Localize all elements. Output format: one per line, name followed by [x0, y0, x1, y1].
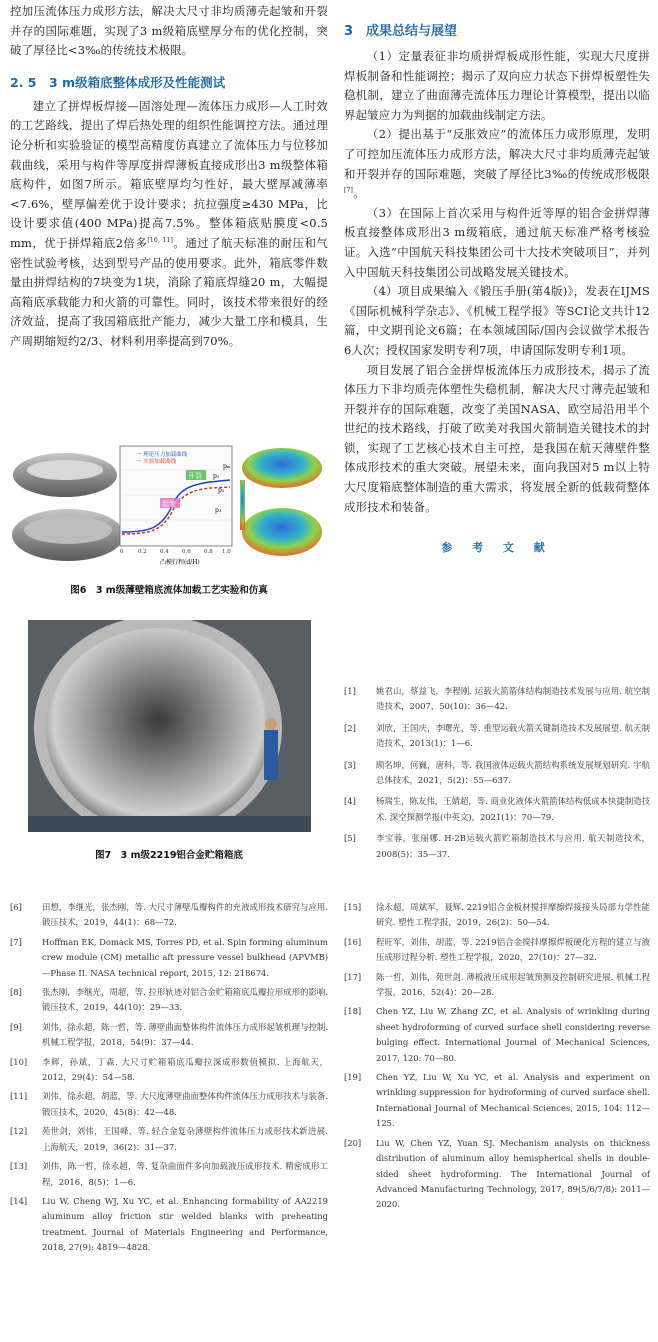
- reference-text: Chen YZ, Liu W, Zhang ZC, et al. Analysis of wrinkling during sheet hydroforming of curved surface shell considering reverse bulging effect. International Journal of Mechanical Sciences, 2017, 120: 70—80.: [376, 1006, 650, 1063]
- paragraph-3-4: （4）项目成果编入《锻压手册(第4版)》，发表在IJMS《国际机械科学杂志》、《机械工程学报》等SCI论文共计12篇，中文期刊论文6篇；在本领域国际/国内会议做学术报告6人次；授权国家发明专利7项，申请国际发明专利1项。: [344, 284, 650, 357]
- label-p2: p₂: [218, 487, 225, 494]
- reference-item: [344, 794, 650, 825]
- reference-text: 刘欣，王国庆，李曙光，等. 重型运载火箭关键制造技术发展展望. 航天制造技术，2013(1)：1—6.: [376, 722, 650, 749]
- reference-text: 李宝蓉，张丽娜. H-2B运载火箭贮箱制造技术与应用. 航天制造技术，2008(5)：35—37.: [376, 833, 650, 859]
- reference-item: [10, 1194, 328, 1256]
- reference-text: Liu W, Chen YZ, Yuan SJ. Mechanism analysis on thickness distribution of aluminum alloy hemispherical shells in double-sided sheet hydroforming. The International Journal of Advanced Manufacturing Technology, 2017, 89(5/6/7/8): 2011—2020.: [376, 1137, 650, 1210]
- reference-number: [3]: [344, 759, 356, 770]
- reference-item: [10, 1055, 328, 1086]
- reference-item: [344, 900, 650, 931]
- label-pm: pₘ: [223, 463, 231, 470]
- sim-colorbar: [240, 480, 245, 530]
- figure-6-caption: 图6 3 m级薄壁箱底流体加载工艺实验和仿真: [70, 585, 268, 596]
- figure-7: [28, 620, 311, 832]
- figure-7-image: [28, 620, 311, 832]
- reference-text: 程旺军，刘伟，胡蓝，等. 2219铝合金搅拌摩擦焊板硬化方程的建立与液压成形过程分析. 塑性工程学报，2020，27(10)：27—32.: [376, 936, 650, 963]
- legend-theory: 一 理论压力加载曲线: [136, 452, 188, 458]
- x-tick-3: 0.6: [182, 549, 191, 555]
- reference-item: [10, 1159, 328, 1190]
- reference-item: [344, 970, 650, 1001]
- reference-item: [344, 684, 650, 715]
- reference-text: 田想，李继光，张杰刚，等. 大尺寸薄壁瓜瓣构件的充液成形技术研究与应用. 锻压技术，2019，44(1)：68—72.: [42, 902, 328, 928]
- paragraph-3-5: 项目发展了铝合金拼焊板流体压力成形技术，揭示了流体压力下非均质壳体塑性失稳机制，解决大尺寸薄壳起皱和开裂并存的国际难题，改变了美国NASA、欧空局沿用半个世纪的技术路线，打破了欧美对我国火箭制造关键技术的封锁，实现了工艺核心技术自主可控，是我国在航天薄壁件整体成形技术的重大突破。展望未来，面向我国对5 m以上特大尺度箱底整体制造的重大需求，将发展全新的低载荷整体成形技术和装备。: [344, 362, 650, 514]
- ground: [28, 816, 311, 832]
- label-p1: p₁: [213, 473, 220, 480]
- paragraph-2-5-part-b: 。通过了航天标准的耐压和气密性试验考核，达到型号产品的使用要求。此外，箱底零件数量由拼焊结构的7块变为1块，消除了箱底焊缝20 m，大幅提高箱底承载能力和火箭的可靠性。同时，该技术带来很好的经济效益，提高了我国箱底批产能力，减少大量工序和模具，生产周期缩短约2/3、材料利用率提高到70%。: [10, 235, 329, 348]
- x-tick-2: 0.4: [160, 549, 169, 555]
- label-p3: p₃: [215, 507, 222, 514]
- reference-number: [1]: [344, 686, 356, 696]
- paragraph-3-2-part-b: 。: [353, 186, 365, 201]
- legend-experiment: 一 实验加载曲线: [136, 459, 177, 465]
- references-heading: 参 考 文 献: [441, 541, 553, 555]
- section-heading-3: 3 成果总结与展望: [344, 24, 458, 39]
- paragraph-3-1: （1）定量表征非均质拼焊板成形性能，实现大尺度拼焊板制备和性能调控；揭示了双向应力状态下拼焊板塑性失稳机制，建立了曲面薄壳流体压力理论计算模型，提出以临界起皱应力为判据的加载曲线制定方法。: [344, 49, 650, 122]
- reference-number: [18]: [344, 1006, 362, 1017]
- reference-text: Liu W, Cheng WJ, Xu YC, et al. Enhancing formability of AA2219 aluminum alloy friction stir welded blanks with preheating treatment. Journal of Materials Engineering and Performance, 2018, 27(9): 4819—4828.: [42, 1195, 328, 1253]
- reference-item: [344, 758, 650, 789]
- tank-dome-inner: [46, 628, 270, 832]
- references-right-top: [344, 684, 650, 862]
- reference-item: [10, 985, 328, 1016]
- reference-text: 杨瑞生，陈友伟，王婧超，等. 商业化液体火箭箭体结构低成本快捷制造技术. 深空探测学报(中英文)，2021(1)：70—79.: [376, 796, 650, 822]
- paragraph-3-2: [344, 125, 650, 203]
- reference-text: Chen YZ, Liu W, Xu YC, et al. Analysis and experiment on wrinkling suppression for hydroforming of curved surface shell. International Journal of Mechanical Sciences, 2015, 104: 112—125.: [376, 1072, 650, 1129]
- reference-item: [344, 721, 650, 752]
- sim-dome-top: [242, 448, 322, 488]
- reference-item: [10, 1124, 328, 1155]
- reference-item: [10, 1020, 328, 1051]
- reference-item: [10, 1089, 328, 1120]
- reference-number: [7]: [10, 936, 22, 947]
- reference-item: [344, 935, 650, 966]
- reference-number: [15]: [344, 902, 362, 912]
- reference-number: [4]: [344, 796, 356, 807]
- reference-item: [10, 935, 328, 981]
- reference-number: [2]: [344, 722, 356, 733]
- worker: [264, 730, 278, 780]
- reference-text: 李辉，孙斌，丁森. 大尺寸贮箱箱底瓜瓣拉深成形数值模拟. 上海航天，2012，29(4)：54—58.: [42, 1056, 328, 1083]
- reference-item: [10, 900, 328, 931]
- x-axis-label: 凸模行程(d/H): [160, 559, 200, 566]
- sim-dome-bottom: [242, 508, 322, 556]
- citation: [10, 11]: [147, 237, 174, 245]
- reference-text: 刘伟，徐永超，胡蓝，等. 大尺度薄壁曲面整体构件流体压力成形技术与装备. 锻压技术，2020，45(8)：42—48.: [42, 1091, 328, 1117]
- figure-6-image: [10, 440, 328, 570]
- paragraph-continuation: 控加压流体压力成形方法，解决大尺寸非均质薄壳起皱和开裂并存的国际难题，实现了3 m级箱底壁厚分布的优化控制，突破了厚径比<3‰的传统技术极限。: [10, 4, 328, 58]
- figure-6: [10, 440, 328, 570]
- paragraph-3-2-part-a: （2）提出基于“反胀效应”的流体压力成形原理，发明了可控加压流体压力成形方法，解决大尺寸非均质薄壳起皱和开裂并存的国际难题，突破了厚径比3‰的传统成形极限: [344, 127, 650, 181]
- reference-number: [8]: [10, 987, 22, 998]
- reference-item: [344, 831, 650, 862]
- crack-label: 开裂: [188, 472, 202, 480]
- reference-number: [6]: [10, 902, 22, 912]
- x-tick-4: 0.8: [204, 549, 213, 555]
- x-tick-labels: [120, 549, 231, 555]
- reference-number: [5]: [344, 833, 356, 844]
- references-left: [10, 900, 328, 1256]
- reference-text: 刘伟，陈一哲，徐永超，等. 复杂曲面件多向加载液压成形技术. 精密成形工程，2016，8(5)：1—6.: [42, 1161, 328, 1187]
- photo-dome-bottom-inner: [24, 516, 112, 544]
- reference-item: [344, 1136, 650, 1213]
- reference-text: 张杰刚，李继光，周超，等. 拉形轨迹对铝合金贮箱箱底瓜瓣拉形成形的影响. 锻压技术，2019，44(10)：29—33.: [42, 987, 328, 1013]
- reference-number: [20]: [344, 1137, 362, 1148]
- paragraph-2-5: [10, 97, 328, 352]
- reference-number: [13]: [10, 1161, 28, 1172]
- reference-text: Hoffman EK, Domack MS, Torres PD, et al. Spin forming aluminum crew module (CM) metallic aft pressure vessel bulkhead (APVMB)—Phase II. NASA technical report, 2015, 12: 218674.: [42, 936, 328, 978]
- reference-number: [9]: [10, 1021, 22, 1032]
- reference-number: [11]: [10, 1091, 28, 1102]
- reference-text: 陈一哲，刘伟，苑世剑. 薄板液压成形起皱预测及控制研究进展. 机械工程学报，2016，52(4)：20—28.: [376, 971, 650, 998]
- references-right: [344, 900, 650, 1213]
- section-heading-2-5: 2. 5 3 m级箱底整体成形及性能测试: [10, 74, 226, 90]
- figure-7-caption: 图7 3 m级2219铝合金贮箱箱底: [95, 850, 243, 861]
- worker-head: [265, 718, 277, 730]
- reference-number: [19]: [344, 1072, 362, 1083]
- paragraph-3-3: （3）在国际上首次采用与构件近等厚的铝合金拼焊薄板直接整体成形出3 m级箱底，通过航天标准严格考核验证。入选“中国航天科技集团公司十大技术突破项目”，并列入中国航天科技集团公司战略发展关键技术。: [344, 205, 650, 279]
- reference-number: [14]: [10, 1195, 28, 1206]
- reference-text: 姚君山，蔡益飞，李程刚. 运载火箭箭体结构制造技术发展与应用. 航空制造技术，2007，50(10)：36—42.: [376, 686, 650, 712]
- reference-text: 刘伟，徐永超，陈一哲，等. 薄壁曲面整体构件流体压力成形起皱机理与控制. 机械工程学报，2018，54(9)：37—44.: [42, 1021, 328, 1048]
- right-column: [344, 0, 650, 555]
- reference-number: [16]: [344, 936, 362, 947]
- reference-number: [17]: [344, 971, 362, 982]
- paragraph-2-5-part-a: 建立了拼焊板焊接—固溶处理—流体压力成形—人工时效的工艺路线，提出了焊后热处理的组织性能调控方法。通过理论分析和实验验证的模型高精度仿真建立了流体压力与位移加载曲线，采用与构件等厚度拼焊薄板直接成形出3 m级整体箱底构件，如图7所示。箱底壁厚均匀性好，最大壁厚减薄率<7.6%，壁厚偏差优于设计要求；抗拉强度≥430 MPa，比设计要求值(400 MPa)提高7.5%。整体箱底贴膜度<0.5 mm，优于拼焊箱底2倍多: [10, 98, 328, 250]
- photo-dome-top-inner: [27, 460, 103, 480]
- reference-number: [10]: [10, 1056, 28, 1067]
- reference-number: [12]: [10, 1126, 28, 1137]
- left-column: [10, 0, 328, 352]
- reference-item: [344, 1070, 650, 1132]
- reference-text: 徐永超，周斌军，聂辉. 2219铝合金板材搅拌摩擦焊接接头局部力学性能研究. 塑性工程学报，2019，26(2)：50—54.: [376, 902, 650, 928]
- citation: [7]: [344, 187, 354, 195]
- x-tick-1: 0.2: [138, 549, 147, 555]
- reference-item: [344, 1004, 650, 1066]
- x-tick-0: 0: [120, 549, 124, 555]
- reference-text: 苑世剑，刘伟，王国峰，等. 轻合金复杂薄壁构件流体压力成形技术新进展. 上海航天，2019，36(2)：31—37.: [42, 1126, 328, 1152]
- x-tick-5: 1.0: [222, 549, 231, 555]
- wrinkle-label: 起皱: [162, 500, 176, 508]
- reference-text: 顾名坤，何巍，唐科，等. 我国液体运载火箭结构系统发展规划研究. 宇航总体技术，2021，5(2)：55—637.: [376, 759, 650, 786]
